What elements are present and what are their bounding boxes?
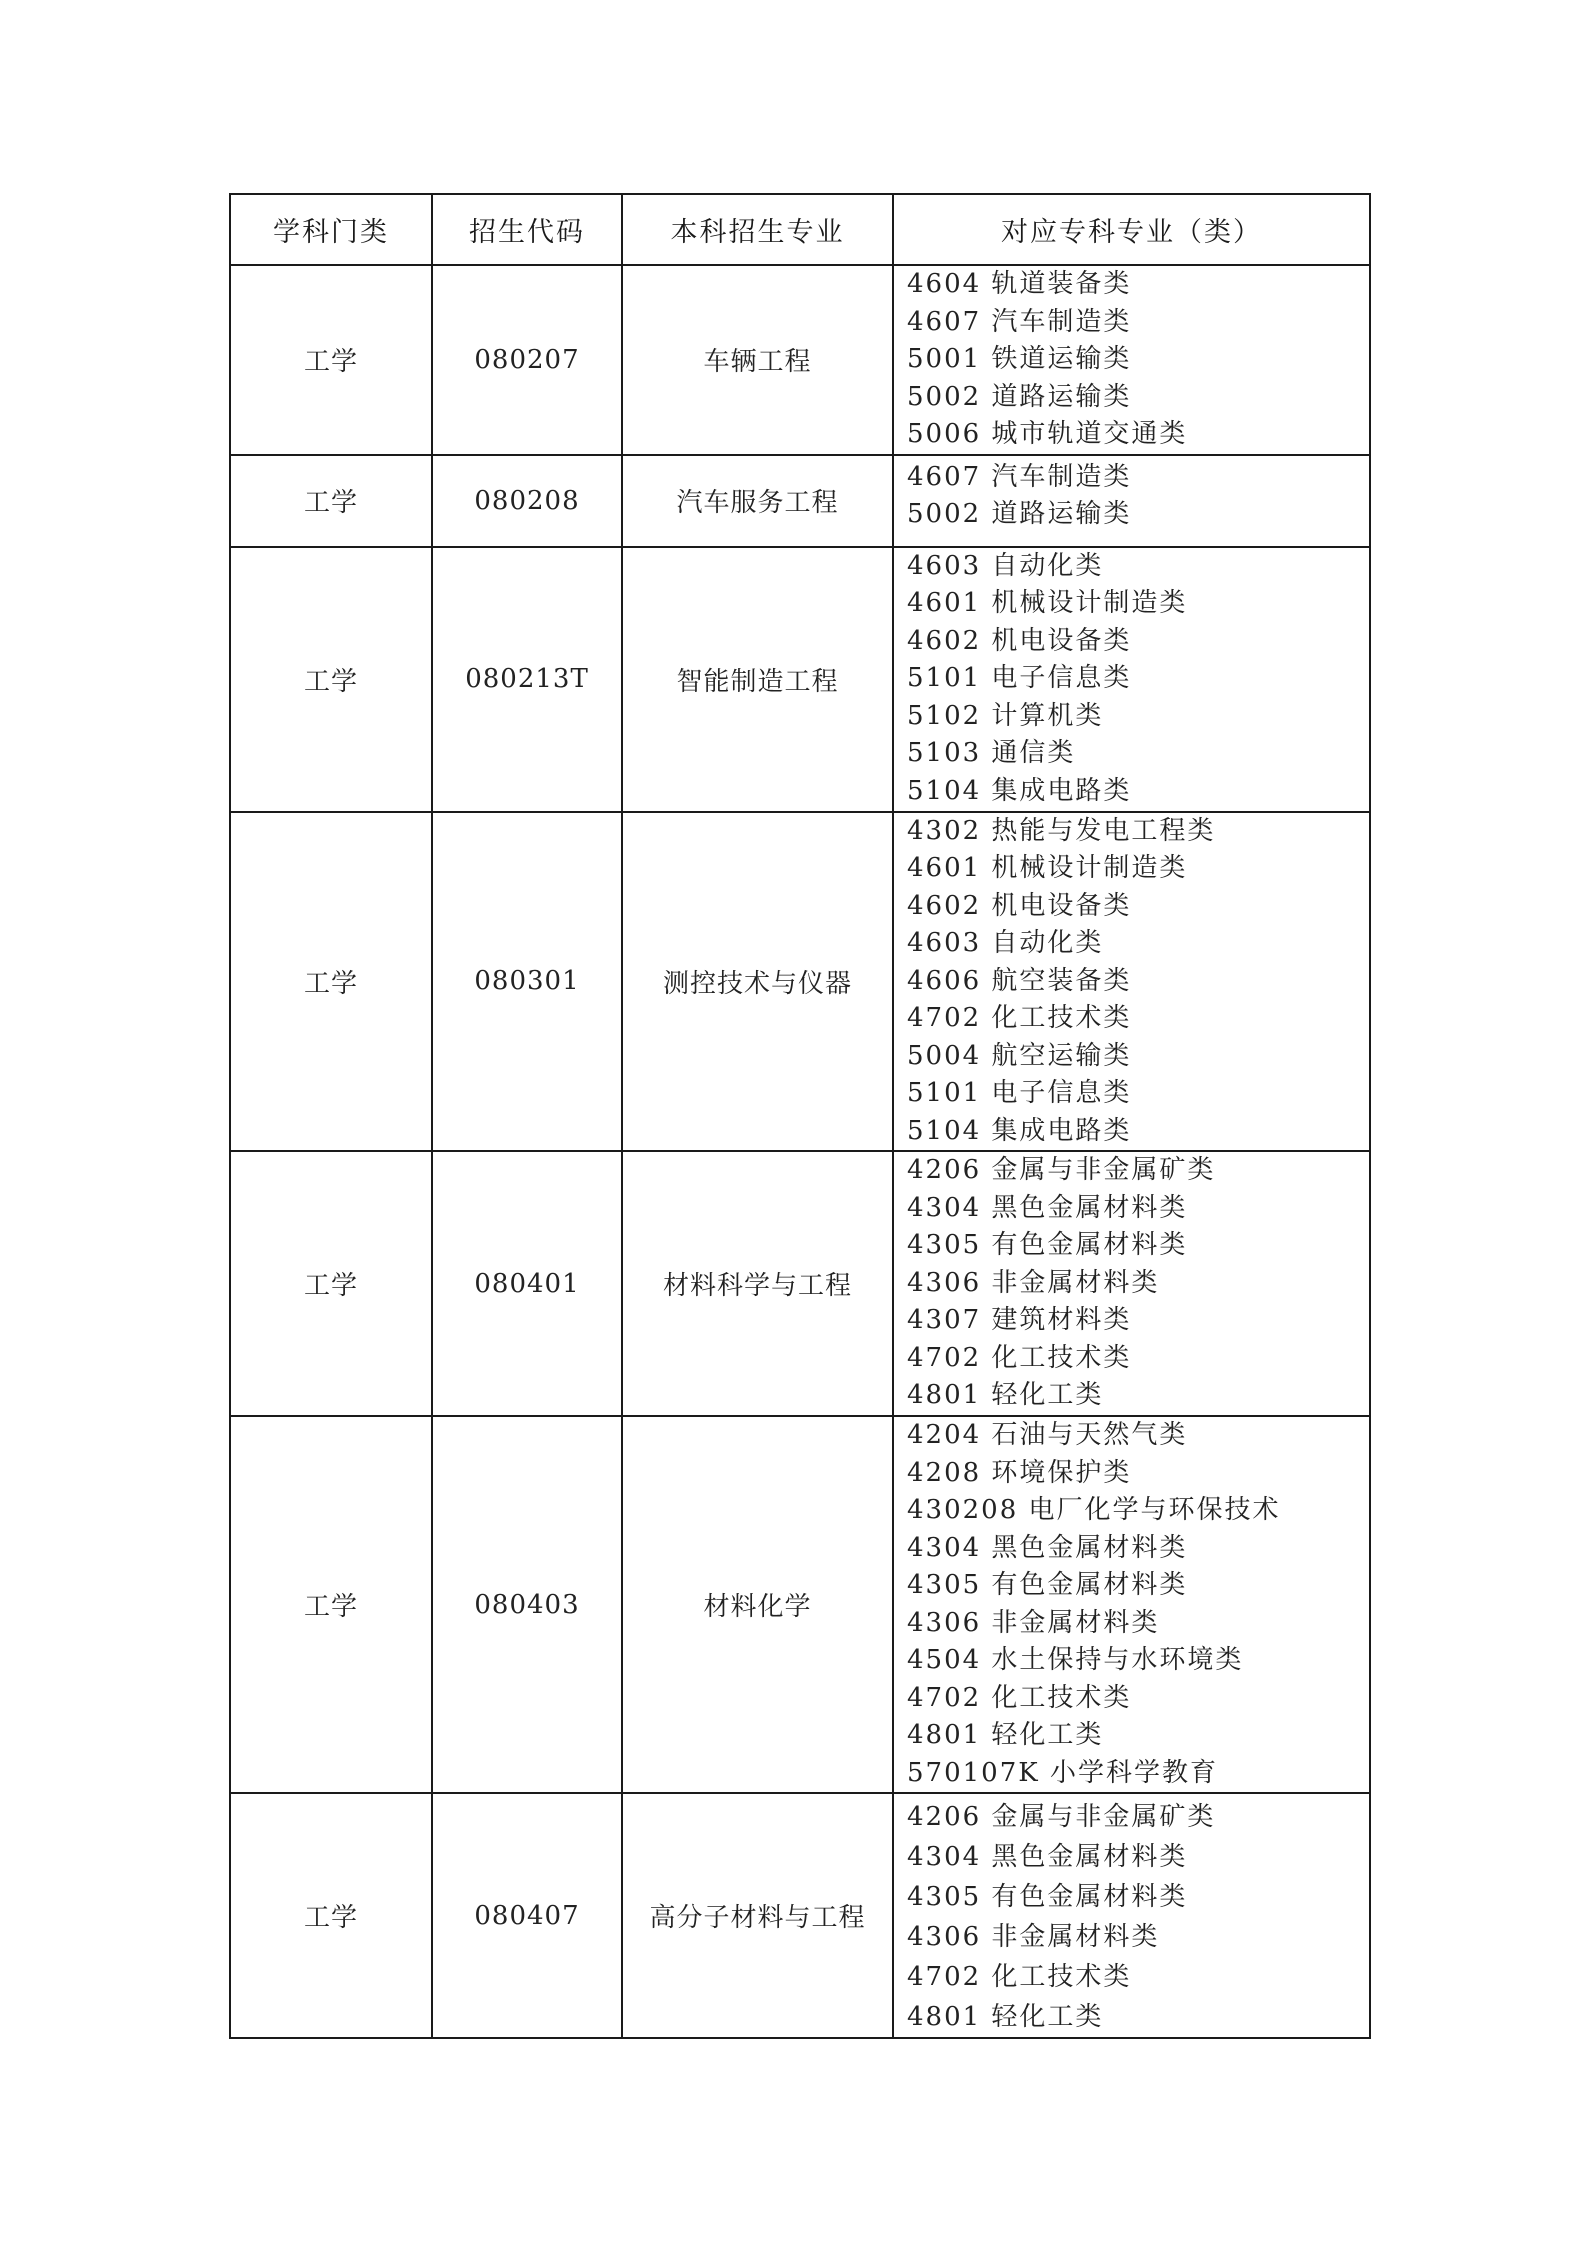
discipline-cell: 工学 [230,1151,432,1416]
table-row [230,812,1370,1152]
related-major-item: 4801 轻化工类 [907,1720,1104,1750]
related-major-item: 4306 非金属材料类 [907,1607,1160,1638]
discipline-cell: 工学 [230,455,432,547]
related-major-item: 4604 轨道装备类 [907,269,1132,299]
related-major-item: 5102 计算机类 [907,700,1104,731]
table-row [230,455,1370,547]
related-major-item: 4702 化工技术类 [907,1682,1132,1713]
related-major-item: 4307 建筑材料类 [907,1305,1132,1335]
related-major-item: 5006 城市轨道交通类 [907,419,1188,449]
related-major-item: 4607 汽车制造类 [907,461,1132,492]
related-majors-cell [893,812,1370,1152]
related-major-item: 4206 金属与非金属矿类 [907,1802,1216,1832]
code-cell: 080207 [432,265,622,455]
related-major-item: 5001 铁道运输类 [907,344,1132,374]
table-row [230,265,1370,455]
header-major: 本科招生专业 [622,194,893,265]
related-major-item: 4305 有色金属材料类 [907,1230,1188,1260]
related-major-item: 5104 集成电路类 [907,775,1132,806]
discipline-cell: 工学 [230,547,432,812]
related-major-item: 4504 水土保持与水环境类 [907,1645,1244,1675]
code-cell: 080301 [432,812,622,1152]
major-cell: 车辆工程 [622,265,893,455]
related-major-item: 4305 有色金属材料类 [907,1570,1188,1600]
related-major-item: 4306 非金属材料类 [907,1267,1160,1298]
related-major-item: 4304 黑色金属材料类 [907,1842,1188,1872]
table-body [230,265,1370,2038]
related-major-item: 5104 集成电路类 [907,1115,1132,1146]
table-row [230,1151,1370,1416]
related-majors-cell [893,1151,1370,1416]
table-row [230,547,1370,812]
discipline-cell: 工学 [230,265,432,455]
related-major-item: 4306 非金属材料类 [907,1922,1160,1952]
code-cell: 080213T [432,547,622,812]
related-major-item: 4304 黑色金属材料类 [907,1192,1188,1223]
related-major-item: 4603 自动化类 [907,928,1104,958]
related-major-item: 4801 轻化工类 [907,1380,1104,1410]
related-major-item: 4702 化工技术类 [907,1962,1132,1992]
related-major-item: 5002 道路运输类 [907,381,1132,412]
major-cell: 材料科学与工程 [622,1151,893,1416]
code-cell: 080401 [432,1151,622,1416]
related-major-item: 5002 道路运输类 [907,499,1132,529]
related-major-item: 4801 轻化工类 [907,2002,1104,2032]
related-major-item: 4302 热能与发电工程类 [907,815,1216,846]
code-cell: 080403 [432,1416,622,1793]
related-majors-cell [893,455,1370,547]
related-major-item: 5101 电子信息类 [907,663,1132,693]
related-major-item: 4305 有色金属材料类 [907,1882,1188,1912]
table-row [230,1416,1370,1793]
related-major-item: 4603 自动化类 [907,550,1104,581]
related-major-item: 4204 石油与天然气类 [907,1420,1188,1450]
related-majors-cell [893,265,1370,455]
major-cell: 测控技术与仪器 [622,812,893,1152]
related-majors-cell [893,1416,1370,1793]
major-cell: 高分子材料与工程 [622,1793,893,2038]
related-major-item: 5004 航空运输类 [907,1040,1132,1071]
code-cell: 080407 [432,1793,622,2038]
table-header-row [230,194,1370,265]
related-major-item: 4606 航空装备类 [907,965,1132,996]
related-major-item: 4602 机电设备类 [907,890,1132,921]
major-cell: 汽车服务工程 [622,455,893,547]
header-code: 招生代码 [432,194,622,265]
related-majors-cell [893,547,1370,812]
table-row [230,1793,1370,2038]
related-major-item: 4601 机械设计制造类 [907,853,1188,883]
code-cell: 080208 [432,455,622,547]
related-major-item: 570107K 小学科学教育 [907,1757,1218,1788]
header-related-majors: 对应专科专业（类） [893,194,1370,265]
related-major-item: 4602 机电设备类 [907,625,1132,656]
related-major-item: 5103 通信类 [907,738,1076,768]
related-major-item: 4304 黑色金属材料类 [907,1532,1188,1563]
related-major-item: 4607 汽车制造类 [907,306,1132,337]
major-cell: 智能制造工程 [622,547,893,812]
related-major-item: 4702 化工技术类 [907,1342,1132,1373]
related-major-item: 5101 电子信息类 [907,1078,1132,1108]
related-major-item: 430208 电厂化学与环保技术 [907,1495,1281,1525]
related-major-item: 4206 金属与非金属矿类 [907,1155,1216,1185]
major-mapping-table [229,193,1371,2039]
discipline-cell: 工学 [230,1793,432,2038]
related-major-item: 4208 环境保护类 [907,1457,1132,1488]
header-discipline: 学科门类 [230,194,432,265]
discipline-cell: 工学 [230,1416,432,1793]
related-major-item: 4702 化工技术类 [907,1003,1132,1033]
major-cell: 材料化学 [622,1416,893,1793]
related-major-item: 4601 机械设计制造类 [907,588,1188,618]
discipline-cell: 工学 [230,812,432,1152]
related-majors-cell [893,1793,1370,2038]
